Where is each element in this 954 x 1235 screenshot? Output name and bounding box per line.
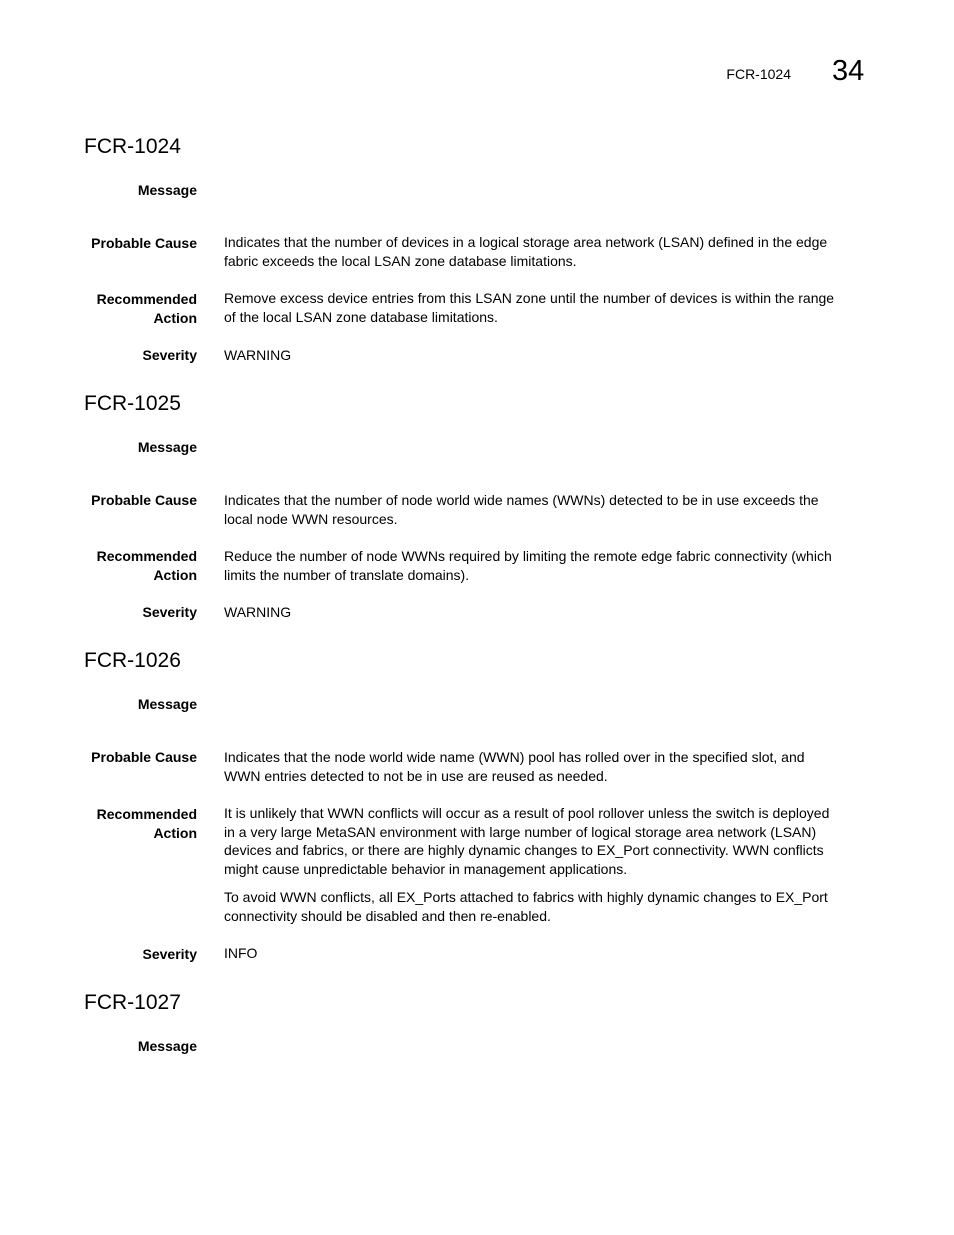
recommended-action-label: [60, 290, 197, 327]
recommended-action-label: [60, 547, 197, 584]
probable-cause-text: [224, 748, 874, 785]
text-line: local node WWN resources.: [224, 510, 398, 527]
severity-label: Severity: [142, 347, 197, 363]
section-title: FCR-1026: [84, 649, 181, 672]
recommended-action-text: [224, 289, 874, 326]
label-line: Recommended: [96, 548, 197, 564]
probable-cause-label: Probable Cause: [91, 235, 197, 251]
text-line: It is unlikely that WWN conflicts will occur as a result of pool rollover unless the switch is deployed: [224, 805, 830, 821]
text-line: Indicates that the number of devices in a logical storage area network (LSAN) defined in the edge: [224, 234, 828, 250]
message-label: Message: [137, 439, 197, 455]
text-line: WWN entries detected to not be in use are reused as needed.: [224, 767, 608, 784]
label-line: Recommended: [96, 806, 197, 822]
probable-cause-label: Probable Cause: [91, 492, 197, 508]
text-line: might cause unpredictable behavior in management applications.: [224, 860, 628, 877]
text-line: Indicates that the number of node world wide names (WWNs) detected to be in use exceeds the: [224, 492, 819, 508]
message-label: Message: [137, 696, 197, 712]
probable-cause-text: [224, 233, 874, 270]
section-title: FCR-1027: [84, 991, 181, 1014]
recommended-action-text: [224, 547, 874, 584]
severity-value: WARNING: [224, 347, 292, 363]
text-line: Remove excess device entries from this LSAN zone until the number of devices is within the range: [224, 290, 835, 306]
text-line: To avoid WWN conflicts, all EX_Ports attached to fabrics with highly dynamic changes to EX_Port: [224, 889, 828, 905]
section-title: FCR-1024: [84, 135, 181, 158]
label-line: Action: [153, 824, 197, 841]
probable-cause-text: [224, 491, 874, 528]
running-header-title: FCR-1024: [726, 66, 791, 82]
text-line: of the local LSAN zone database limitations.: [224, 308, 498, 325]
text-line: fabric exceeds the local LSAN zone database limitations.: [224, 252, 577, 269]
severity-value: WARNING: [224, 604, 292, 620]
label-line: Action: [153, 566, 197, 583]
recommended-action-label: [60, 805, 197, 842]
severity-label: Severity: [142, 604, 197, 620]
chapter-number: 34: [832, 55, 865, 87]
text-line: Reduce the number of node WWNs required by limiting the remote edge fabric connectivity (which: [224, 548, 832, 564]
text-line: Indicates that the node world wide name (WWN) pool has rolled over in the specified slot, and: [224, 749, 805, 765]
text-line: in a very large MetaSAN environment with large number of logical storage area network (LSAN): [224, 823, 817, 840]
message-label: Message: [137, 182, 197, 198]
message-label: Message: [137, 1038, 197, 1054]
severity-label: Severity: [142, 946, 197, 962]
probable-cause-label: Probable Cause: [91, 749, 197, 765]
text-line: connectivity should be disabled and then re-enabled.: [224, 907, 551, 924]
label-line: Action: [153, 309, 197, 326]
recommended-action-text: [224, 804, 874, 878]
text-line: devices and fabrics, or there are highly dynamic changes to EX_Port connectivity. WWN conflicts: [224, 842, 824, 858]
section-title: FCR-1025: [84, 392, 181, 415]
recommended-action-text: [224, 888, 874, 925]
severity-value: INFO: [224, 945, 258, 961]
text-line: limits the number of translate domains).: [224, 566, 470, 583]
label-line: Recommended: [96, 291, 197, 307]
